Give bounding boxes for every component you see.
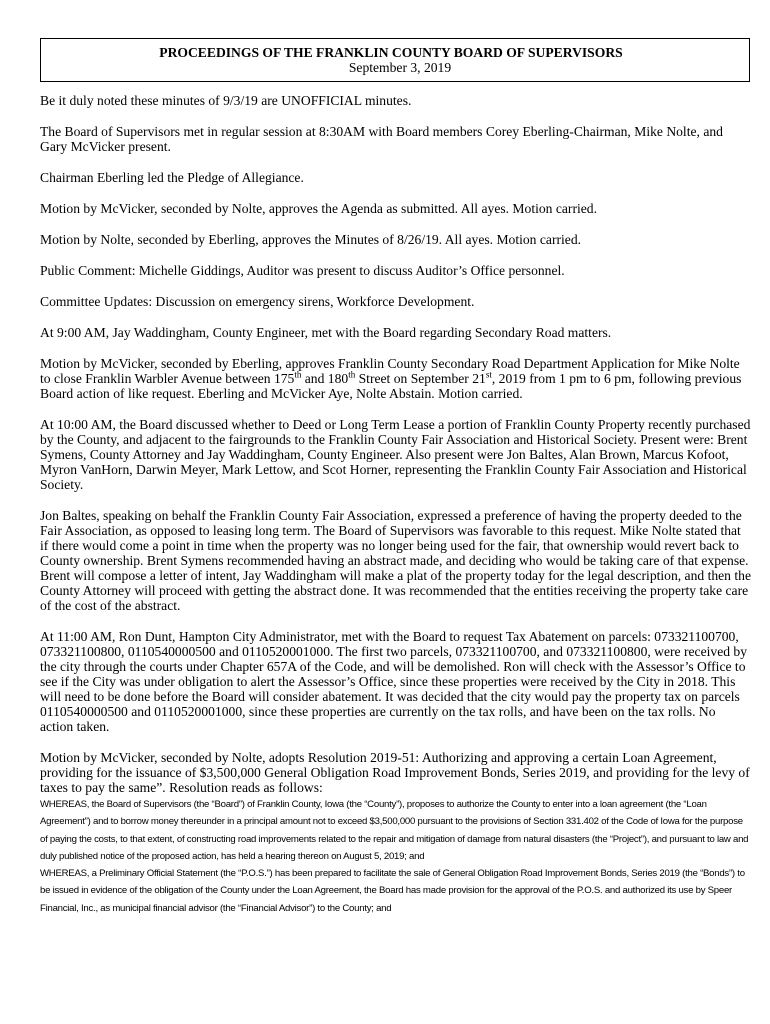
ordinal-suffix: th — [348, 369, 356, 380]
agenda-motion: Motion by McVicker, seconded by Nolte, approves the Agenda as submitted. All ayes. Motion carried. — [40, 201, 597, 216]
resolution-whereas-1: WHEREAS, the Board of Supervisors (the “Board”) of Franklin County, Iowa (the “County”), proposes to authorize the County to enter into a loan agreement (the “Loan Agreement”) and to borrow money thereunder in a principal amount not to exceed $3,500,000 pursuant to the provisions of Section 331.402 of the Code of Iowa for the purpose of paying the costs, to that extent, of constructing road improvements related to the repair and mitigation of damage from natural disasters (the “Project”), and pursuant to law and duly published notice of the proposed action, has held a hearing thereon on August 5, 2019; and — [40, 799, 749, 862]
motion-text-c: Street on September 21 — [355, 371, 486, 386]
resolution-motion: Motion by McVicker, seconded by Nolte, adopts Resolution 2019-51: Authorizing and approving a certain Loan Agreement, providing for the issuance of $3,500,000 General Obligation Road Improvement Bonds, Series 2019, and providing for the levy of taxes to pay the same”. Resolution reads as follows: — [40, 750, 750, 795]
resolution-whereas-2: WHEREAS, a Preliminary Official Statement (the “P.O.S.”) has been prepared to facilitate the sale of General Obligation Road Improvement Bonds, Series 2019 (the “Bonds”) to be issued in evidence of the obligation of the County under the Loan Agreement, the Board has made provision for the approval of the P.O.S. and authorized its use by Speer Financial, Inc., as municipal financial advisor (the “Financial Advisor”) to the County; and — [40, 868, 745, 914]
public-comment: Public Comment: Michelle Giddings, Auditor was present to discuss Auditor’s Office personnel. — [40, 263, 565, 278]
unofficial-notice: Be it duly noted these minutes of 9/3/19 are UNOFFICIAL minutes. — [40, 93, 412, 108]
minutes-motion: Motion by Nolte, seconded by Eberling, approves the Minutes of 8/26/19. All ayes. Motion carried. — [40, 232, 582, 247]
motion-text-b: and 180 — [301, 371, 349, 386]
document-page — [40, 38, 752, 917]
fair-association-paragraph: Jon Baltes, speaking on behalf the Franklin County Fair Association, expressed a preference of having the property deeded to the Fair Association, as opposed to leasing long term. The Board of Supervisors was favorable to this request. Mike Nolte stated that if there would come a point in time when the property was no longer being used for the fair, that ownership would revert back to County ownership. Brent Symens recommended having an abstract made, and deciding who would be taking care of that expense. Brent will compose a letter of intent, Jay Waddingham will make a plat of the property today for the legal description, and then the County Attorney will proceed with getting the abstract done. It was recommended that the entities receiving the property take care of the cost of the abstract. — [40, 508, 751, 613]
pledge-paragraph: Chairman Eberling led the Pledge of Allegiance. — [40, 170, 304, 185]
page-title: PROCEEDINGS OF THE FRANKLIN COUNTY BOARD OF SUPERVISORS — [159, 45, 623, 60]
ordinal-suffix: th — [294, 369, 302, 380]
header-box — [40, 38, 750, 82]
session-paragraph: The Board of Supervisors met in regular session at 8:30AM with Board members Corey Eberling-Chairman, Mike Nolte, and Gary McVicker present. — [40, 124, 723, 154]
ordinal-suffix: st — [485, 369, 492, 380]
engineer-meeting: At 9:00 AM, Jay Waddingham, County Engineer, met with the Board regarding Secondary Road matters. — [40, 325, 612, 340]
motion-text-a: Motion by McVicker, seconded by Eberling, approves Franklin County Secondary Road Department Application for Mike Nolte to close Franklin Warbler Avenue between 175 — [40, 356, 740, 386]
property-discussion: At 10:00 AM, the Board discussed whether to Deed or Long Term Lease a portion of Franklin County Property recently purchased by the County, and adjacent to the fairgrounds to the Franklin County Fair Association and Historical Society. Present were: Brent Symens, County Attorney and Jay Waddingham, County Engineer. Also present were Jon Baltes, Alan Brown, Marcus Kofoot, Myron VanHorn, Darwin Meyer, Mark Lettow, and Scot Horner, representing the Franklin County Fair Association and Historical Society. — [40, 417, 751, 492]
tax-abatement-paragraph: At 11:00 AM, Ron Dunt, Hampton City Administrator, met with the Board to request Tax Abatement on parcels: 073321100700, 073321100800, 0110540000500 and 0110520001000. The first two parcels, 073321100700, and 073321100800, were received by the city through the courts under Chapter 657A of the Code, and will be demolished. Ron will check with the Assessor’s Office to see if the City was under obligation to alert the Assessor’s Office, since these properties were received by the City in 2018. This will need to be done before the Board will consider abatement. It was decided that the city would pay the property tax on parcels 0110540000500 and 0110520001000, since these properties are currently on the tax rolls, and have been on the tax rolls. No action taken. — [40, 629, 748, 734]
motion-text-d: , 2019 from 1 pm to 6 pm, following previous Board action of like request. Eberling and McVicker Aye, Nolte Abstain. Motion carried. — [40, 371, 742, 401]
road-closure-motion — [40, 356, 752, 401]
meeting-date: September 3, 2019 — [348, 60, 452, 75]
committee-updates: Committee Updates: Discussion on emergency sirens, Workforce Development. — [40, 294, 475, 309]
